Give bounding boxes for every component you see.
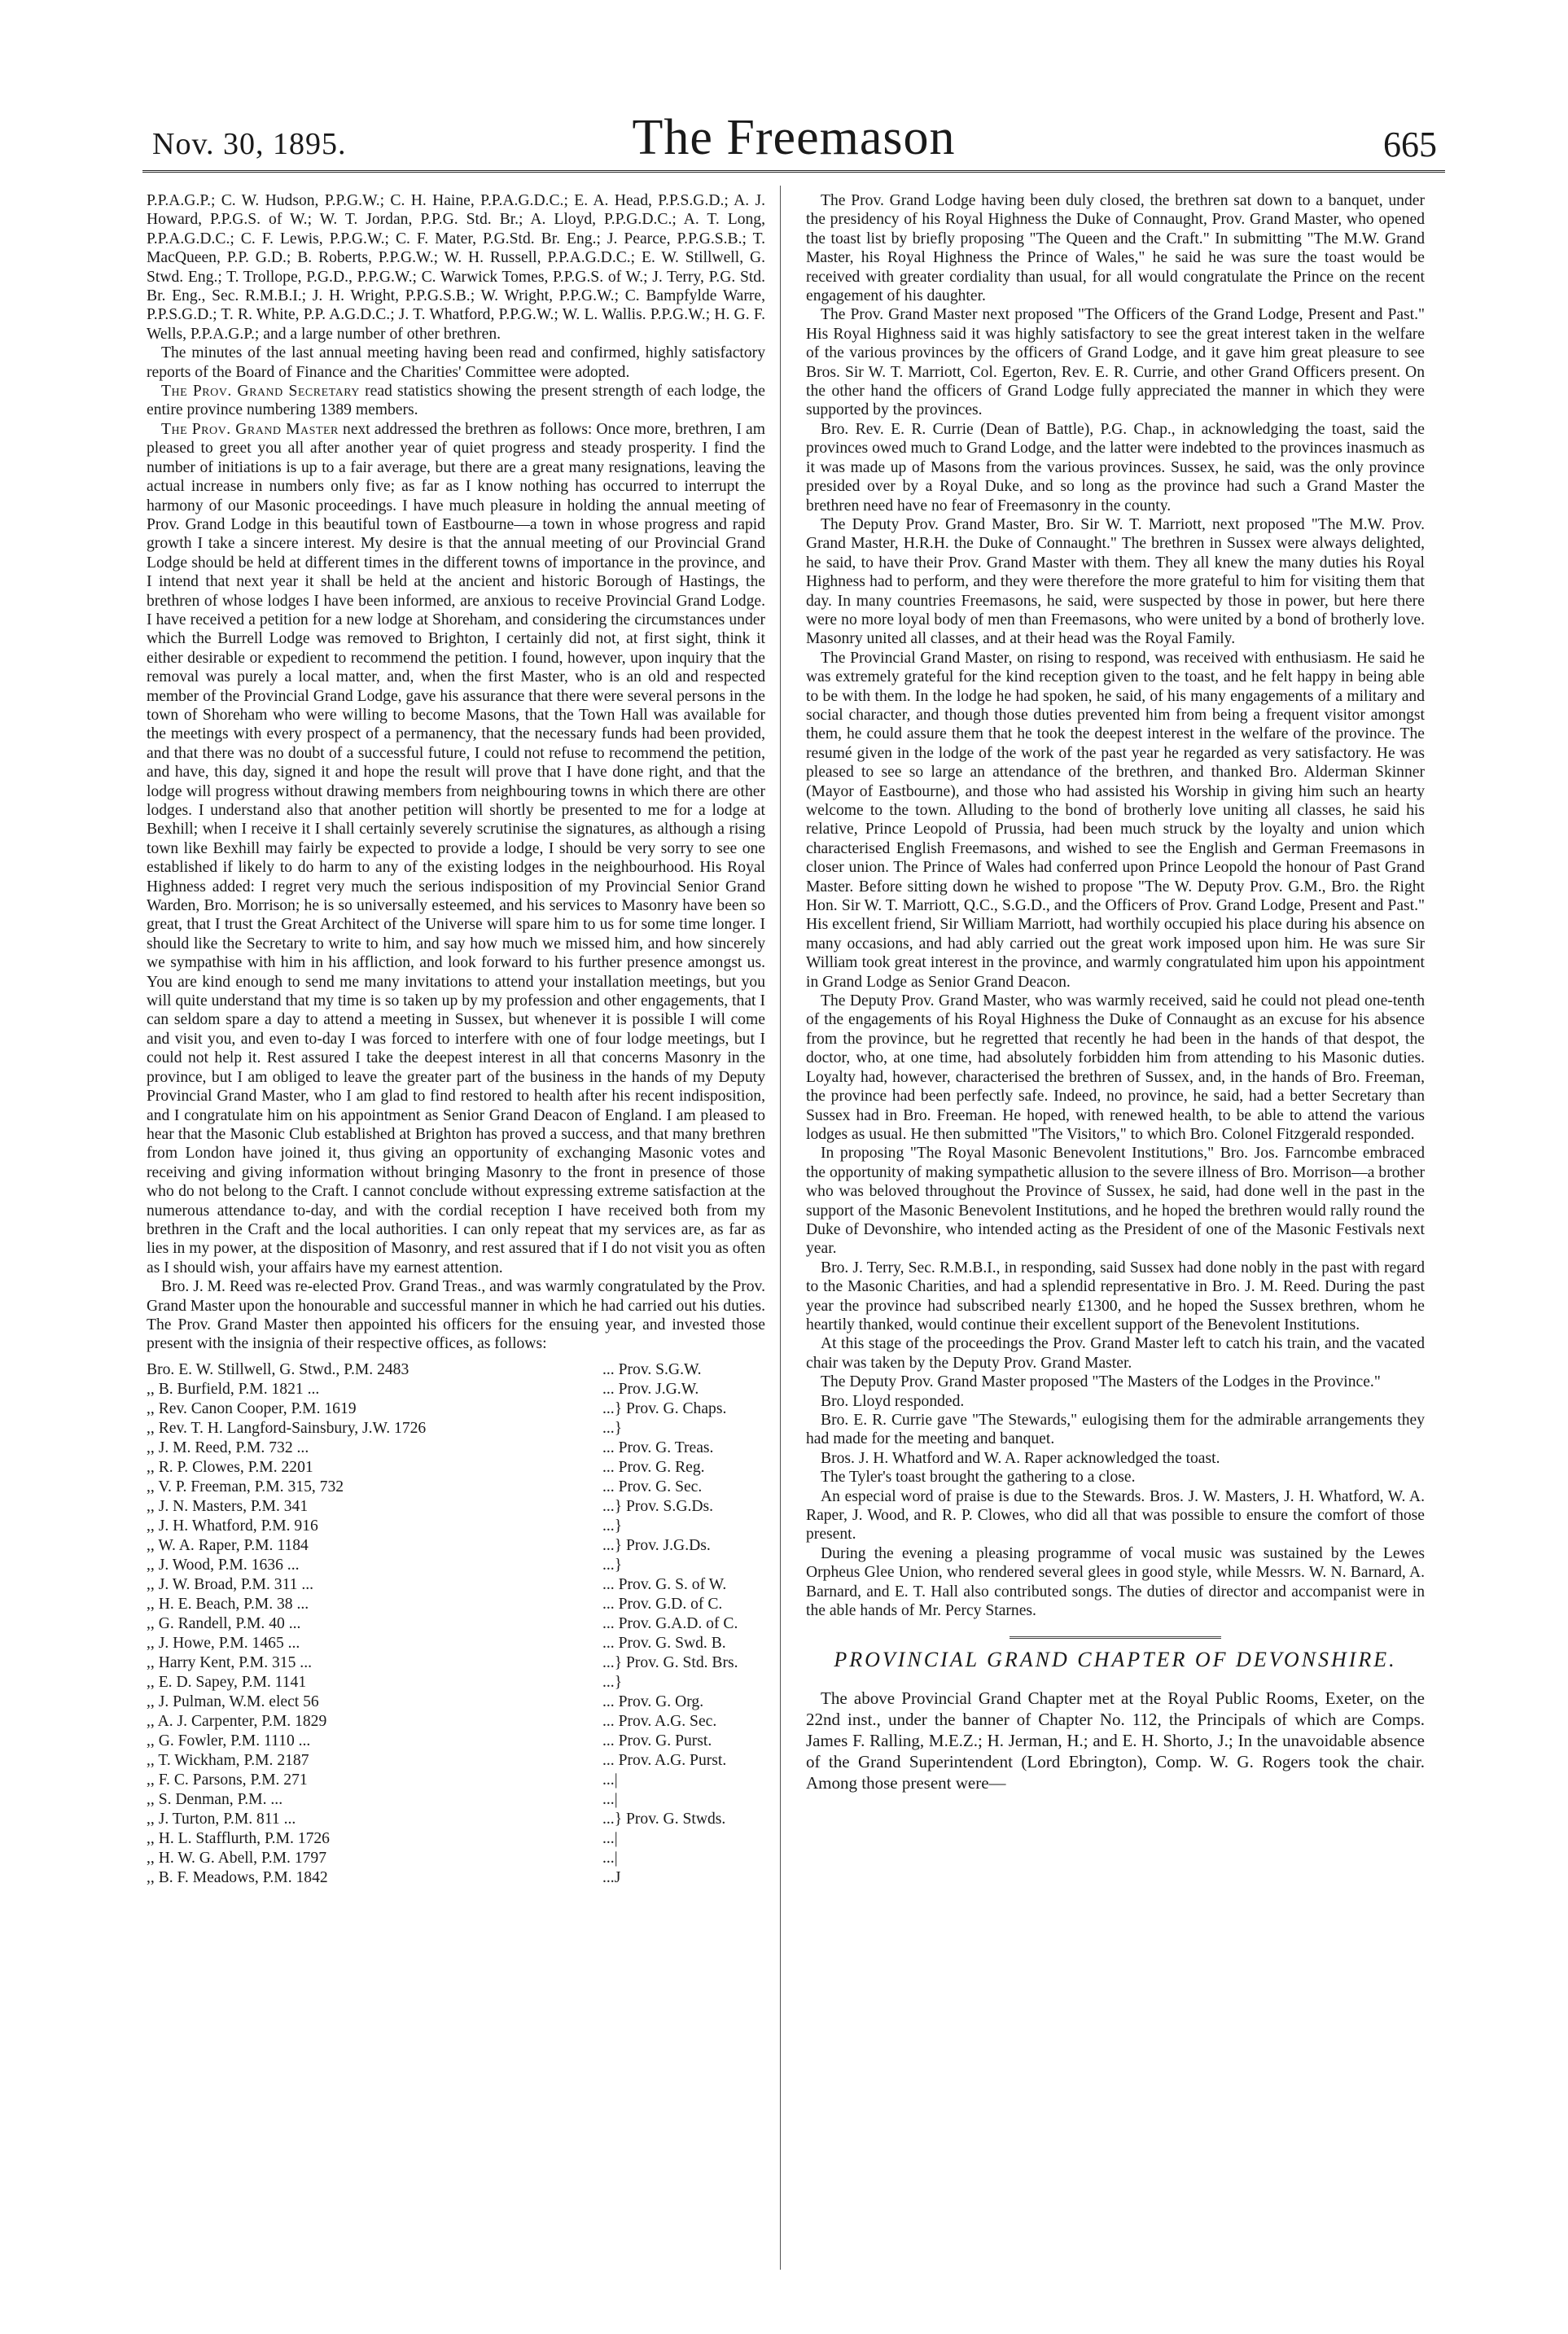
devonshire-paragraph: The above Provincial Grand Chapter met at the Royal Public Rooms, Exeter, on the 22nd inst., under the banner of Chapter No. 112, the Principals of which are Comps. James F. Ralling, M.E.Z.; H. Jerman, H.; and E. H. Shorto, J.; In the unavoidable absence of the Grand Superintendent (Lord Ebrington), Comp. W. G. Rogers took the chair. Among those present were— — [806, 1688, 1425, 1793]
section-rule — [1010, 1636, 1221, 1639]
masters-toast-paragraph: The Deputy Prov. Grand Master proposed "The Masters of the Lodges in the Province." — [821, 1373, 1381, 1391]
officer-row — [147, 1438, 765, 1458]
grand-master-text: next addressed the brethren as follows: Once more, brethren, I am pleased to greet you all after another year of quiet progress and steady prosperity. I find the number of initiations is up to a fair average, but there are a great many resignations, leaving the actual increase in numbers only five; as far as I know nothing has occurred to interrupt the harmony of our Masonic proceedings. I have much pleasure in holding the annual meeting of Prov. Grand Lodge in this beautiful town of Eastbourne—a town in whose progress and rapid growth I take a sincere interest. My desire is that the annual meeting of our Provincial Grand Lodge should be held at different times in the different towns of importance in the province, and I intend that next year it shall be held at the ancient and historic Borough of Hastings, the brethren of whose lodges I have been informed, are anxious to receive Provincial Grand Lodge. I have received a petition for a new lodge at Shoreham, and considering the circumstances under which the Burrell Lodge was removed to Brighton, I certainly did not, at first sight, think it either desirable or expedient to recommend the petition. I found, however, upon inquiry that the removal was purely a local matter, and, when the first Master, who is an old and respected member of the Provincial Grand Lodge, gave his assurance that there were several persons in the town of Shoreham who were willing to become Masons, that the Town Hall was available for the meetings with every prospect of a permanency, that the necessary funds had been provided, and that there was no doubt of a successful future, I could not refuse to recommend the petition, and have, this day, signed it and hope the result will prove that I have done right, and that the lodge will progress without drawing members from neighbouring towns in which there are other lodges. I understand also that another petition will shortly be presented to me for a lodge at Bexhill; when I receive it I shall certainly severely scrutinise the signatures, as although a rising town like Bexhill may fairly be expected to provide a lodge, I should be very sorry to see one established if likely to do harm to any of the existing lodges in the neighbourhood. His Royal Highness added: I regret very much the serious indisposition of my Provincial Senior Grand Warden, Bro. Morrison; he is so universally esteemed, and his services to Masonry have been so great, that I trust the Great Architect of the Universe will spare him to us for some time longer. I should like the Secretary to write to him, and say how much we missed him, and how sincerely we sympathise with him in his affliction, and look forward to his further presence amongst us. You are kind enough to send me many invitations to attend your installation meetings, but you will quite understand that my time is so taken up by my profession and other engagements, that I can seldom spare a day to attend a meeting in Sussex, but whenever it is possible I will come and visit you, and even to-day I was forced to interfere with one of four lodge meetings, but I could not help it. Rest assured I take the deepest interest in all that concerns Masonry in the province, but I am obliged to leave the greater part of the business in the hands of my Deputy Provincial Grand Master, who I am glad to find restored to health after his recent indisposition, and I congratulate him on his appointment as Senior Grand Deacon of England. I am pleased to hear that the Masonic Club established at Brighton has proved a success, and that many brethren from London have joined it, thus giving an opportunity of exchanging Masonic votes and receiving and giving information without bringing Masonry to the front in presence of those who do not belong to the Craft. I cannot conclude without expressing extreme satisfaction at the numerous attendance to-day, and with the cordial reception I have received both from my brethren in the Craft and the local authorities. I can only repeat that my services are, as far as lies in my power, at the disposition of Masonry, and rest assured that if I do not visit you as often as I should wish, your affairs have my earnest attention. — [147, 420, 765, 1276]
officer-row — [147, 1575, 765, 1595]
grand-master-address — [147, 420, 765, 1277]
officer-rank: ...| — [602, 1849, 618, 1867]
officer-row — [147, 1692, 765, 1712]
section-title: PROVINCIAL GRAND CHAPTER OF DEVONSHIRE. — [834, 1648, 1397, 1672]
officer-row — [147, 1517, 765, 1536]
officer-name: ,, T. Wickham, P.M. 2187 — [147, 1751, 309, 1769]
officer-row — [147, 1810, 765, 1829]
treasurer-paragraph: Bro. J. M. Reed was re-elected Prov. Grand Treas., and was warmly congratulated by the Prov. Grand Master upon the honourable and successful manner in which he had carried out his duties. The Prov. Grand Master then appointed his officers for the ensuing year, and invested those present with the insignia of their respective offices, as follows: — [147, 1278, 765, 1353]
officer-rank: ...| — [602, 1771, 618, 1789]
officer-row — [147, 1653, 765, 1673]
officer-row — [147, 1419, 765, 1438]
secretary-text: read statistics showing the present strength of each lodge, the entire province numbering 1389 members. — [147, 383, 765, 419]
deputy-toast-paragraph: The Deputy Prov. Grand Master, Bro. Sir W. T. Marriott, next proposed "The M.W. Prov. Grand Master, H.R.H. the Duke of Connaught." The brethren in Sussex were always delighted, he said, to have their Prov. Grand Master with them. They all knew the many duties his Royal Highness had to perform, and they were therefore the more grateful to him for visiting them that day. In many countries Freemasons, he said, were suspected by those in power, but here there were no more loyal body of men than Freemasons, who were united by a bond of brotherly love. Masonry united all classes, and at their head was the Royal Family. — [806, 515, 1425, 648]
officer-rank: ...} — [602, 1517, 623, 1535]
stewards-toast-paragraph: Bro. E. R. Currie gave "The Stewards," eulogising them for the admirable arrangements they had made for the meeting and banquet. — [806, 1412, 1425, 1448]
officer-row — [147, 1673, 765, 1692]
officer-rank: ... Prov. A.G. Purst. — [602, 1751, 727, 1769]
officer-row — [147, 1712, 765, 1732]
officer-name: ,, A. J. Carpenter, P.M. 1829 — [147, 1712, 327, 1730]
officer-name: ,, J. W. Broad, P.M. 311 ... — [147, 1575, 314, 1593]
officer-name: ,, G. Fowler, P.M. 1110 ... — [147, 1732, 311, 1749]
officer-rank: ... Prov. J.G.W. — [602, 1380, 699, 1398]
officer-name: Bro. E. W. Stillwell, G. Stwd., P.M. 2483 — [147, 1360, 410, 1378]
officer-row — [147, 1478, 765, 1497]
officer-rank: ... Prov. G. Swd. B. — [602, 1634, 726, 1652]
officer-rank: ... Prov. G. Reg. — [602, 1458, 705, 1476]
officer-rank: ... Prov. G.A.D. of C. — [602, 1614, 738, 1632]
officers-toast-paragraph: The Prov. Grand Master next proposed "The Officers of the Grand Lodge, Present and Past." His Royal Highness said it was highly satisfactory to see the great interest taken in the welfare of the various provinces by the officers of Grand Lodge, and it gave him great pleasure to see Bros. Sir W. T. Marriott, Col. Egerton, Rev. E. R. Currie, and other Grand Officers present. On the other hand the officers of Grand Lodge fully appreciated the manner in which they were supported by the provinces. — [806, 306, 1425, 419]
officer-rank: ...| — [602, 1829, 618, 1847]
officer-rank: ... Prov. G. S. of W. — [602, 1575, 727, 1593]
page-header — [142, 110, 1445, 173]
officer-row — [147, 1458, 765, 1478]
officer-row — [147, 1556, 765, 1575]
tyler-paragraph: The Tyler's toast brought the gathering to a close. — [821, 1469, 1136, 1487]
left-column — [147, 191, 765, 1888]
officer-name: ,, G. Randell, P.M. 40 ... — [147, 1614, 301, 1632]
terry-paragraph: Bro. J. Terry, Sec. R.M.B.I., in responding, said Sussex had done nobly in the past with regard to the Masonic Charities, and had a splendid representative in Bro. J. M. Reed. During the past year the province had subscribed nearly £1300, and he hoped the Sussex brethren, whom he heartily thanked, would continue their excellent support of the Benevolent Institutions. — [806, 1259, 1425, 1333]
officer-name: ,, J. H. Whatford, P.M. 916 — [147, 1517, 318, 1535]
officer-rank: ...} Prov. G. Chaps. — [602, 1399, 727, 1417]
officer-row — [147, 1614, 765, 1634]
officer-rank: ... Prov. G. Sec. — [602, 1478, 703, 1495]
officer-rank: ... Prov. G. Purst. — [602, 1732, 712, 1749]
officer-name: ,, H. L. Stafflurth, P.M. 1726 — [147, 1829, 330, 1847]
music-paragraph: During the evening a pleasing programme of vocal music was sustained by the Lewes Orpheus Glee Union, who rendered several glees in good style, while Messrs. W. N. Barnard, A. Barnard, and E. T. Hall also contributed songs. The duties of director and accompanist were in the able hands of Mr. Percy Starnes. — [806, 1544, 1425, 1620]
officer-name: ,, V. P. Freeman, P.M. 315, 732 — [147, 1478, 344, 1495]
issue-date: Nov. 30, 1895. — [152, 127, 347, 161]
officer-row — [147, 1751, 765, 1771]
officer-name: ,, F. C. Parsons, P.M. 271 — [147, 1771, 308, 1789]
officer-rank: ... Prov. A.G. Sec. — [602, 1712, 717, 1730]
officer-name: ,, J. Wood, P.M. 1636 ... — [147, 1556, 300, 1574]
officer-row — [147, 1868, 765, 1888]
officer-rank: ...} Prov. G. Stwds. — [602, 1810, 726, 1828]
officer-row — [147, 1536, 765, 1556]
minutes-paragraph: The minutes of the last annual meeting having been read and confirmed, highly satisfactory reports of the Board of Finance and the Charities' Committee were adopted. — [147, 344, 765, 381]
officer-name: ,, J. Howe, P.M. 1465 ... — [147, 1634, 300, 1652]
officer-name: ,, B. F. Meadows, P.M. 1842 — [147, 1868, 328, 1886]
officer-rank: ...} — [602, 1673, 623, 1691]
officer-row — [147, 1732, 765, 1751]
banquet-paragraph: The Prov. Grand Lodge having been duly closed, the brethren sat down to a banquet, under the presidency of his Royal Highness the Duke of Connaught, Prov. Grand Master, who opened the toast list by briefly proposing "The Queen and the Craft." In submitting "The M.W. Grand Master, his Royal Highness the Prince of Wales," he said he was sure the toast would be received with greater cordiality than usual, for all would congratulate the Prince on the recent engagement of his daughter. — [806, 192, 1425, 305]
officer-name: ,, S. Denman, P.M. ... — [147, 1790, 283, 1808]
officer-name: ,, J. Pulman, W.M. elect 56 — [147, 1692, 319, 1710]
officer-row — [147, 1380, 765, 1399]
officers-list — [147, 1360, 765, 1888]
officer-name: ,, J. M. Reed, P.M. 732 ... — [147, 1438, 309, 1456]
grand-master-caps: The Prov. Grand Master — [161, 420, 339, 438]
attendees-paragraph: P.P.A.G.P.; C. W. Hudson, P.P.G.W.; C. H. Haine, P.P.A.G.D.C.; E. A. Head, P.P.S.G.D.; A. J. Howard, P.P.G.S. of W.; W. T. Jordan, P.P.G. Std. Br.; A. Lloyd, P.P.G.D.C.; A. T. Long, P.P.A.G.D.C.; C. F. Lewis, P.P.G.W.; C. F. Mater, P.G.Std. Br. Eng.; J. Pearce, P.P.G.S.B.; T. MacQueen, P.P. G.D.; B. Roberts, P.P.G.W.; W. H. Russell, P.P.A.G.D.C.; E. W. Stillwell, G. Stwd. Eng.; T. Trollope, P.G.D., P.P.G.W.; C. Warwick Tomes, P.P.G.S. of W.; J. Terry, P.G. Std. Br. Eng., Sec. R.M.B.I.; J. H. Wright, P.P.G.S.B.; W. Wright, P.P.G.W.; C. Bampfylde Warre, P.P.S.G.D.; T. R. White, P.P. A.G.D.C.; J. T. Whatford, P.P.G.W.; W. L. Wallis. P.P.G.W.; H. G. F. Wells, P.P.A.G.P.; and a large number of other brethren. — [147, 192, 765, 343]
officer-rank: ...} — [602, 1556, 623, 1574]
deputy-response-paragraph: The Deputy Prov. Grand Master, who was warmly received, said he could not plead one-tenth of the engagements of his Royal Highness the Duke of Connaught as an excuse for his absence from the province, but he regretted that recently he had been in the hands of that despot, the doctor, who, at one time, had absolutely forbidden him from attending to his Masonic duties. Loyalty had, however, characterised the brethren of Sussex, and, in the hands of Bro. Freeman, the province had been perfectly safe. Indeed, no province, he said, had a better Secretary than Sussex had in Bro. Freeman. He hoped, with renewed health, to be able to attend the various lodges as usual. He then submitted "The Visitors," to which Bro. Colonel Fitzgerald responded. — [806, 992, 1425, 1143]
secretary-paragraph — [147, 382, 765, 420]
officer-name: ,, E. D. Sapey, P.M. 1141 — [147, 1673, 307, 1691]
officer-row — [147, 1790, 765, 1810]
column-divider — [780, 186, 781, 2270]
officer-rank: ... Prov. S.G.W. — [602, 1360, 702, 1378]
officer-row — [147, 1360, 765, 1380]
officer-name: ,, R. P. Clowes, P.M. 2201 — [147, 1458, 313, 1476]
officer-rank: ...} — [602, 1419, 623, 1437]
officer-row — [147, 1771, 765, 1790]
officer-rank: ... Prov. G. Org. — [602, 1692, 704, 1710]
pgm-response-paragraph: The Provincial Grand Master, on rising to respond, was received with enthusiasm. He said he was extremely grateful for the kind reception given to the toast, and he felt happy in being able to be with them. In the lodge he had spoken, he said, of his many engagements of a military and social character, and though those duties prevented him from being a frequent visitor amongst them, he could assure them that he took the deepest interest in the welfare of the province. The resumé given in the lodge of the work of the past year he regarded as very satisfactory. He was pleased to see so large an attendance of the brethren, and thanked Bro. Alderman Skinner (Mayor of Eastbourne), and those who had assisted his Worship in giving him such an hearty welcome to the town. Alluding to the bond of brotherly love uniting all classes, he said his relative, Prince Leopold of Prussia, had been much struck by the loyalty and union which characterised English Freemasons, and wished to see the English and German Freemasons in closer union. The Prince of Wales had conferred upon Prince Leopold the honour of Past Grand Master. Before sitting down he wished to propose "The W. Deputy Prov. G.M., Bro. the Right Hon. Sir W. T. Marriott, Q.C., S.G.D., and the Officers of Prov. Grand Lodge, Present and Past." His excellent friend, Sir William Marriott, had worthily occupied his place during his absence on many occasions, and had ably carried out the great work imposed upon him. He was sure Sir William took great interest in the province, and warmly congratulated him upon his appointment in Grand Lodge as Senior Grand Deacon. — [806, 649, 1425, 991]
officer-name: ,, Rev. T. H. Langford-Sainsbury, J.W. 1726 — [147, 1419, 427, 1437]
officer-row — [147, 1399, 765, 1419]
officer-row — [147, 1497, 765, 1517]
officer-rank: ... Prov. G. Treas. — [602, 1438, 714, 1456]
currie-paragraph: Bro. Rev. E. R. Currie (Dean of Battle), P.G. Chap., in acknowledging the toast, said the provinces owed much to Grand Lodge, and the latter were indebted to the provinces inasmuch as it was made up of Masons from the various provinces. Sussex, he said, was the only province presided over by a Royal Duke, and so long as the province had such a Grand Master the brethren need have no fear of Freemasonry in the county. — [806, 420, 1425, 515]
officer-name: ,, H. W. G. Abell, P.M. 1797 — [147, 1849, 327, 1867]
stewards-ack-paragraph: Bros. J. H. Whatford and W. A. Raper acknowledged the toast. — [821, 1449, 1220, 1467]
officer-row — [147, 1849, 765, 1868]
lloyd-paragraph: Bro. Lloyd responded. — [821, 1392, 965, 1410]
officer-rank: ...| — [602, 1790, 618, 1808]
masthead-title: The Freemason — [632, 110, 956, 165]
officer-rank: ...} Prov. S.G.Ds. — [602, 1497, 714, 1515]
officer-row — [147, 1595, 765, 1614]
officer-rank: ...J — [602, 1868, 621, 1886]
page-number: 665 — [1383, 125, 1437, 164]
departure-paragraph: At this stage of the proceedings the Prov. Grand Master left to catch his train, and the vacated chair was taken by the Deputy Prov. Grand Master. — [806, 1335, 1425, 1372]
officer-name: ,, W. A. Raper, P.M. 1184 — [147, 1536, 309, 1554]
benevolent-paragraph: In proposing "The Royal Masonic Benevolent Institutions," Bro. Jos. Farncombe embraced the opportunity of making sympathetic allusion to the severe illness of Bro. Morrison—a brother who was beloved throughout the Province of Sussex, he said, had done well in the past in the support of the Masonic Benevolent Institutions, and he hoped the brethren would rally round the Duke of Devonshire, who intended acting as the President of one of the Masonic Festivals next year. — [806, 1145, 1425, 1258]
officer-rank: ...} Prov. J.G.Ds. — [602, 1536, 711, 1554]
secretary-caps: The Prov. Grand Secretary — [161, 383, 360, 401]
officer-name: ,, J. Turton, P.M. 811 ... — [147, 1810, 296, 1828]
officer-rank: ...} Prov. G. Std. Brs. — [602, 1653, 738, 1671]
right-column — [806, 191, 1425, 1793]
officer-name: ,, B. Burfield, P.M. 1821 ... — [147, 1380, 320, 1398]
officer-rank: ... Prov. G.D. of C. — [602, 1595, 723, 1613]
officer-name: ,, J. N. Masters, P.M. 341 — [147, 1497, 309, 1515]
praise-paragraph: An especial word of praise is due to the Stewards. Bros. J. W. Masters, J. H. Whatford, W. A. Raper, J. Wood, and R. P. Clowes, who did all that was possible to ensure the comfort of those present. — [806, 1487, 1425, 1544]
officer-row — [147, 1829, 765, 1849]
officer-name: ,, Rev. Canon Cooper, P.M. 1619 — [147, 1399, 357, 1417]
officer-name: ,, H. E. Beach, P.M. 38 ... — [147, 1595, 309, 1613]
officer-name: ,, Harry Kent, P.M. 315 ... — [147, 1653, 312, 1671]
officer-row — [147, 1634, 765, 1653]
